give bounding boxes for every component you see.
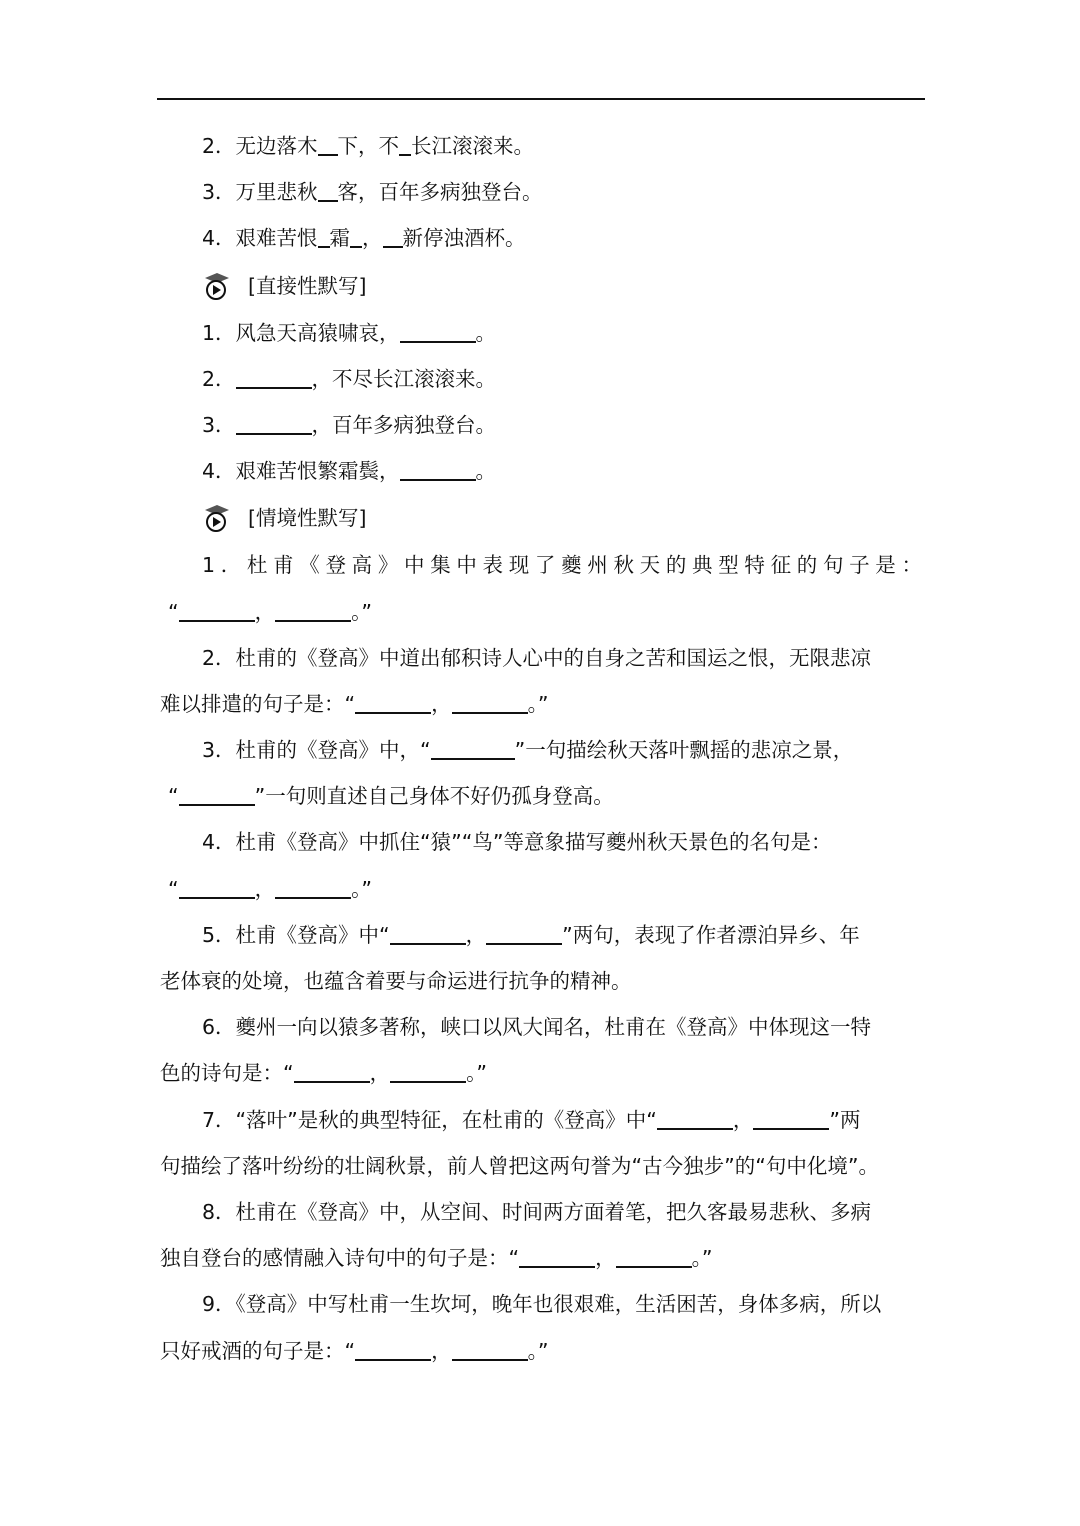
worksheet	[160, 123, 922, 1374]
fill-blank[interactable]	[318, 180, 338, 203]
fill-blank[interactable]	[399, 134, 411, 157]
question-9-line-2: 只好戒酒的句子是：“ ， 。”	[160, 1338, 549, 1363]
fill-blank[interactable]	[318, 134, 338, 157]
question-8-line-1: 8．杜甫在《登高》中，从空间、时间两方面着笔，把久客最易悲秋、多病	[202, 1199, 872, 1224]
fill-blank[interactable]	[400, 459, 476, 482]
fill-blank[interactable]	[383, 226, 403, 249]
direct-item-1: 1．风急天高猿啸哀， 。	[202, 320, 497, 345]
fill-blank[interactable]	[486, 922, 562, 945]
question-3-line-2: “ ”一句则直述自己身体不好仍孤身登高。	[168, 784, 614, 809]
fill-blank[interactable]	[519, 1246, 595, 1269]
fill-blank[interactable]	[318, 226, 330, 249]
fill-blank[interactable]	[294, 1061, 370, 1084]
direct-item-2: 2． ，不尽长江滚滚来。	[202, 366, 497, 391]
review-item-4: 4．艰难苦恨 霜 ， 新停浊酒杯。	[202, 226, 526, 251]
review-item-3: 3．万里悲秋 客，百年多病独登台。	[202, 180, 543, 205]
question-1-line-2: “ ， 。”	[168, 599, 372, 624]
direct-item-3: 3． ，百年多病独登台。	[202, 412, 497, 437]
top-rule	[157, 98, 925, 100]
question-2-line-1: 2．杜甫的《登高》中道出郁积诗人心中的自身之苦和国运之恨，无限悲凉	[202, 645, 872, 670]
fill-blank[interactable]	[753, 1107, 829, 1130]
question-6-line-1: 6．夔州一向以猿多著称，峡口以风大闻名，杜甫在《登高》中体现这一特	[202, 1015, 872, 1040]
direct-item-4: 4．艰难苦恨繁霜鬓， 。	[202, 459, 497, 484]
fill-blank[interactable]	[657, 1107, 733, 1130]
section-title: [直接性默写]	[248, 273, 367, 298]
question-3-line-1: 3．杜甫的《登高》中，“ ”一句描绘秋天落叶飘摇的悲凉之景，	[202, 738, 854, 763]
section-header-direct	[160, 262, 922, 310]
question-4-line-1: 4．杜甫《登高》中抓住“猿”“鸟”等意象描写夔州秋天景色的名句是：	[202, 830, 832, 855]
question-2-line-2: 难以排遣的句子是：“ ， 。”	[160, 691, 549, 716]
question-5-line-1: 5．杜甫《登高》中“ ， ”两句，表现了作者漂泊异乡、年	[202, 922, 860, 947]
fill-blank[interactable]	[179, 876, 255, 899]
fill-blank[interactable]	[616, 1246, 692, 1269]
fill-blank[interactable]	[390, 1061, 466, 1084]
fill-blank[interactable]	[452, 1338, 528, 1361]
question-6-line-2: 色的诗句是：“ ， 。”	[160, 1061, 487, 1086]
fill-blank[interactable]	[179, 599, 255, 622]
fill-blank[interactable]	[400, 320, 476, 343]
question-1-line-1: 1．杜甫《登高》中集中表现了夔州秋天的典型特征的句子是：	[202, 553, 922, 578]
question-4-line-2: “ ， 。”	[168, 876, 372, 901]
question-9-line-1: 9．《登高》中写杜甫一生坎坷，晚年也很艰难，生活困苦，身体多病，所以	[202, 1292, 882, 1317]
fill-blank[interactable]	[355, 1338, 431, 1361]
fill-blank[interactable]	[390, 922, 466, 945]
graduation-play-icon	[204, 503, 230, 533]
fill-blank[interactable]	[355, 691, 431, 714]
question-8-line-2: 独自登台的感情融入诗句中的句子是：“ ， 。”	[160, 1246, 713, 1271]
fill-blank[interactable]	[275, 599, 351, 622]
fill-blank[interactable]	[236, 412, 312, 435]
question-5-line-2: 老体衰的处境，也蕴含着要与命运进行抗争的精神。	[160, 969, 632, 993]
fill-blank[interactable]	[350, 226, 362, 249]
question-7-line-1: 7．“落叶”是秋的典型特征，在杜甫的《登高》中“ ， ”两	[202, 1107, 861, 1132]
review-item-2: 2．无边落木 下，不 长江滚滚来。	[202, 134, 535, 158]
question-7-line-2: 句描绘了落叶纷纷的壮阔秋景，前人曾把这两句誉为“古今独步”的“句中化境”。	[160, 1153, 879, 1178]
section-header-situational	[160, 494, 922, 542]
fill-blank[interactable]	[431, 738, 515, 761]
section-title: [情境性默写]	[248, 506, 367, 531]
fill-blank[interactable]	[179, 784, 255, 807]
fill-blank[interactable]	[275, 876, 351, 899]
graduation-play-icon	[204, 271, 230, 301]
fill-blank[interactable]	[452, 691, 528, 714]
fill-blank[interactable]	[236, 366, 312, 389]
